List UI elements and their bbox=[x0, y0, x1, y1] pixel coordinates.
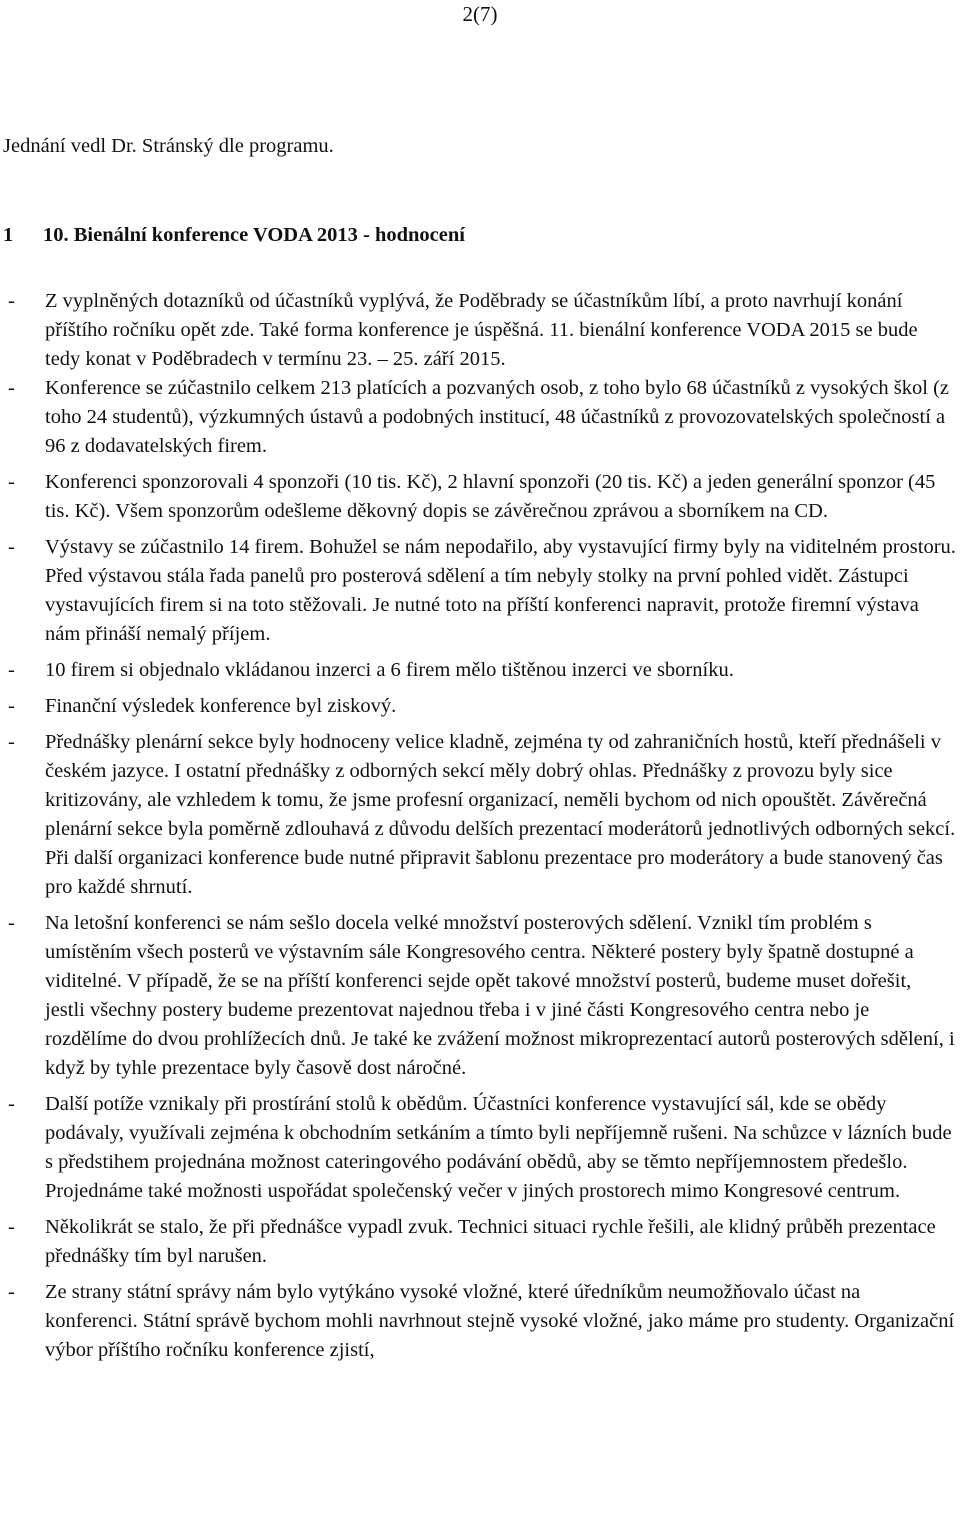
bullet-dash: - bbox=[8, 731, 15, 753]
bullet-dash: - bbox=[8, 290, 15, 312]
bullet-dash: - bbox=[8, 1093, 15, 1115]
agenda-item-number: 1 bbox=[3, 224, 14, 246]
list-item bbox=[0, 1213, 960, 1271]
intro-paragraph: Jednání vedl Dr. Stránský dle programu. bbox=[3, 135, 334, 157]
list-item-text: Několikrát se stalo, že při přednášce vypadl zvuk. Technici situaci rychle řešili, ale klidný průběh prezentace přednášky tím byl narušen. bbox=[45, 1216, 936, 1267]
bullet-list bbox=[0, 287, 960, 1365]
bullet-dash: - bbox=[8, 536, 15, 558]
page-number: 2(7) bbox=[462, 2, 498, 26]
list-item-text: Ze strany státní správy nám bylo vytýkáno vysoké vložné, které úředníkům neumožňovalo účast na konferenci. Státní správě bychom mohli navrhnout stejně vysoké vložné, jako máme pro studenty. Organizační výbor příštího ročníku konference zjistí, bbox=[45, 1281, 955, 1361]
list-item-text: Konferenci sponzorovali 4 sponzoři (10 tis. Kč), 2 hlavní sponzoři (20 tis. Kč) a jeden generální sponzor (45 tis. Kč). Všem sponzorům odešleme děkovný dopis se závěrečnou zprávou a sborníkem na CD. bbox=[45, 471, 936, 522]
bullet-dash: - bbox=[8, 695, 15, 717]
list-item bbox=[0, 374, 960, 461]
list-item bbox=[0, 728, 960, 902]
list-item bbox=[0, 287, 960, 374]
bullet-dash: - bbox=[8, 659, 15, 681]
bullet-dash: - bbox=[8, 912, 15, 934]
bullet-dash: - bbox=[8, 471, 15, 493]
bullet-dash: - bbox=[8, 1281, 15, 1303]
agenda-item-title: 10. Bienální konference VODA 2013 - hodnocení bbox=[43, 224, 465, 246]
bullet-dash: - bbox=[8, 377, 15, 399]
list-item-text: Konference se zúčastnilo celkem 213 platících a pozvaných osob, z toho bylo 68 účastníků z vysokých škol (z toho 24 studentů), výzkumných ústavů a podobných institucí, 48 účastníků z provozovatelských společností a 96 z dodavatelských firem. bbox=[45, 377, 950, 457]
list-item-text: 10 firem si objednalo vkládanou inzerci a 6 firem mělo tištěnou inzerci ve sborníku. bbox=[45, 659, 734, 681]
list-item-text: Výstavy se zúčastnilo 14 firem. Bohužel se nám nepodařilo, aby vystavující firmy byly na viditelném prostoru. Před výstavou stála řada panelů pro posterová sdělení a tím nebyly stolky na první pohled vidět. Zástupci vystavujících firem si na toto stěžovali. Je nutné toto na příští konferenci napravit, protože firemní výstava nám přináší nemalý příjem. bbox=[45, 536, 956, 645]
list-item-text: Další potíže vznikaly při prostírání stolů k obědům. Účastníci konference vystavující sál, kde se obědy podávaly, využívali zejména k obchodním setkáním a tímto byli nepříjemně rušeni. Na schůzce v lázních bude s předstihem projednána možnost cateringového podávání obědů, aby se těmto nepříjemnostem předešlo. Projednáme také možnosti uspořádat společenský večer v jiných prostorech mimo Kongresové centrum. bbox=[45, 1093, 952, 1202]
list-item bbox=[0, 533, 960, 649]
list-item bbox=[0, 656, 960, 685]
agenda-item-heading bbox=[3, 222, 465, 248]
list-item bbox=[0, 909, 960, 1083]
bullet-dash: - bbox=[8, 1216, 15, 1238]
list-item bbox=[0, 1090, 960, 1206]
list-item-text: Z vyplněných dotazníků od účastníků vyplývá, že Poděbrady se účastníkům líbí, a proto navrhují konání příštího ročníku opět zde. Také forma konference je úspěšná. 11. bienální konference VODA 2015 se bude tedy konat v Poděbradech v termínu 23. – 25. září 2015. bbox=[45, 290, 918, 370]
list-item-text: Finanční výsledek konference byl ziskový. bbox=[45, 695, 397, 717]
list-item-text: Na letošní konferenci se nám sešlo docela velké množství posterových sdělení. Vznikl tím problém s umístěním všech posterů ve výstavním sále Kongresového centra. Některé postery byly špatně dostupné a viditelné. V případě, že se na příští konferenci sejde opět takové množství posterů, budeme muset dořešit, jestli všechny postery budeme prezentovat najednou třeba i v jiné části Kongresového centra nebo je rozdělíme do dvou prohlížecích dnů. Je také ke zvážení možnost mikroprezentací autorů posterových sdělení, i když by tyhle prezentace byly časově dost náročné. bbox=[45, 912, 955, 1079]
list-item bbox=[0, 1278, 960, 1365]
list-item-text: Přednášky plenární sekce byly hodnoceny velice kladně, zejména ty od zahraničních hostů, kteří přednášeli v českém jazyce. I ostatní přednášky z odborných sekcí měly dobrý ohlas. Přednášky z provozu byly sice kritizovány, ale vzhledem k tomu, že jsme profesní organizací, neměli bychom od nich opouštět. Závěrečná plenární sekce byla poměrně zdlouhavá z důvodu delších prezentací moderátorů jednotlivých odborných sekcí. Při další organizaci konference bude nutné připravit šablonu prezentace pro moderátory a bude stanovený čas pro každé shrnutí. bbox=[45, 731, 956, 898]
list-item bbox=[0, 692, 960, 721]
list-item bbox=[0, 468, 960, 526]
